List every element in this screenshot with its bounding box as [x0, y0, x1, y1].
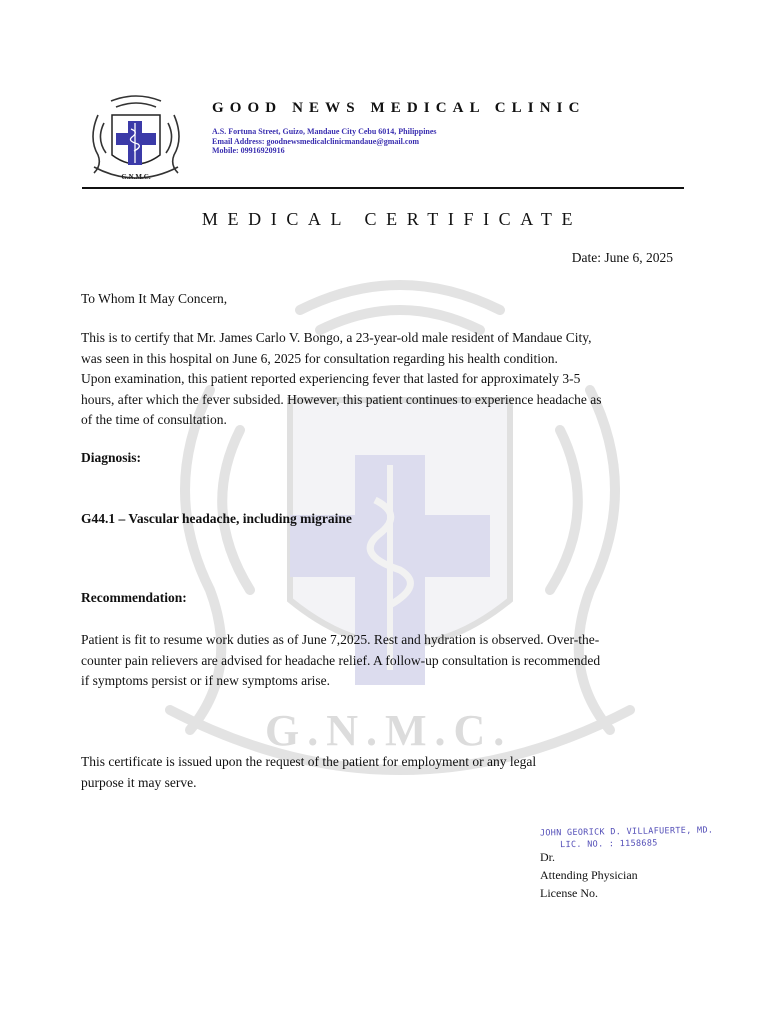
stamp-name: JOHN GEORICK D. VILLAFUERTE, MD. — [539, 825, 714, 839]
stamp-license: LIC. NO. : 1158685 — [560, 838, 658, 851]
document-title: MEDICAL CERTIFICATE — [201, 209, 583, 229]
signature-block — [540, 848, 638, 902]
clinic-mobile: Mobile: 09916920916 — [212, 146, 285, 155]
diagnosis-code: G44.1 – Vascular headache, including migraine — [81, 511, 352, 526]
signature-license: License No. — [540, 886, 598, 900]
salutation: To Whom It May Concern, — [81, 291, 228, 306]
body-line: was seen in this hospital on June 6, 2025 for consultation regarding his health condition. — [81, 350, 558, 366]
recommendation-heading: Recommendation: — [81, 590, 187, 605]
body-line: of the time of consultation. — [81, 412, 227, 427]
recommendation-body — [81, 630, 685, 692]
issuance-statement — [81, 752, 621, 793]
certificate-date: Date: June 6, 2025 — [571, 250, 673, 265]
signature-dr: Dr. — [540, 850, 555, 864]
clinic-name: GOOD NEWS MEDICAL CLINIC — [212, 100, 586, 116]
body-line: This is to certify that Mr. James Carlo V. Bongo, a 23-year-old male resident of Mandaue City, — [81, 330, 592, 345]
clinic-email: Email Address: goodnewsmedicalclinicmandaue@gmail.com — [212, 136, 420, 146]
issued-line: purpose it may serve. — [81, 774, 197, 790]
clinic-contact-info — [212, 127, 437, 156]
logo-text: G.N.M.C. — [121, 173, 151, 181]
header-divider — [82, 187, 684, 189]
body-line: hours, after which the fever subsided. However, this patient continues to experience headache as — [81, 391, 602, 407]
body-line: Upon examination, this patient reported experiencing fever that lasted for approximately 3-5 — [81, 371, 581, 386]
signature-role: Attending Physician — [540, 868, 638, 882]
recommendation-line: Patient is fit to resume work duties as of June 7,2025. Rest and hydration is observed. Over-the- — [81, 632, 600, 647]
clinic-logo — [86, 93, 186, 185]
clinic-address: A.S. Fortuna Street, Guizo, Mandaue City Cebu 6014, Philippines — [212, 127, 437, 136]
recommendation-line: if symptoms persist or if new symptoms arise. — [81, 673, 330, 688]
diagnosis-heading: Diagnosis: — [81, 450, 142, 465]
recommendation-line: counter pain relievers are advised for headache relief. A follow-up consultation is recommended — [81, 652, 601, 668]
issued-line: This certificate is issued upon the request of the patient for employment or any legal — [81, 754, 537, 769]
watermark-text: G.N.M.C. — [265, 706, 513, 755]
certificate-body — [81, 328, 689, 431]
